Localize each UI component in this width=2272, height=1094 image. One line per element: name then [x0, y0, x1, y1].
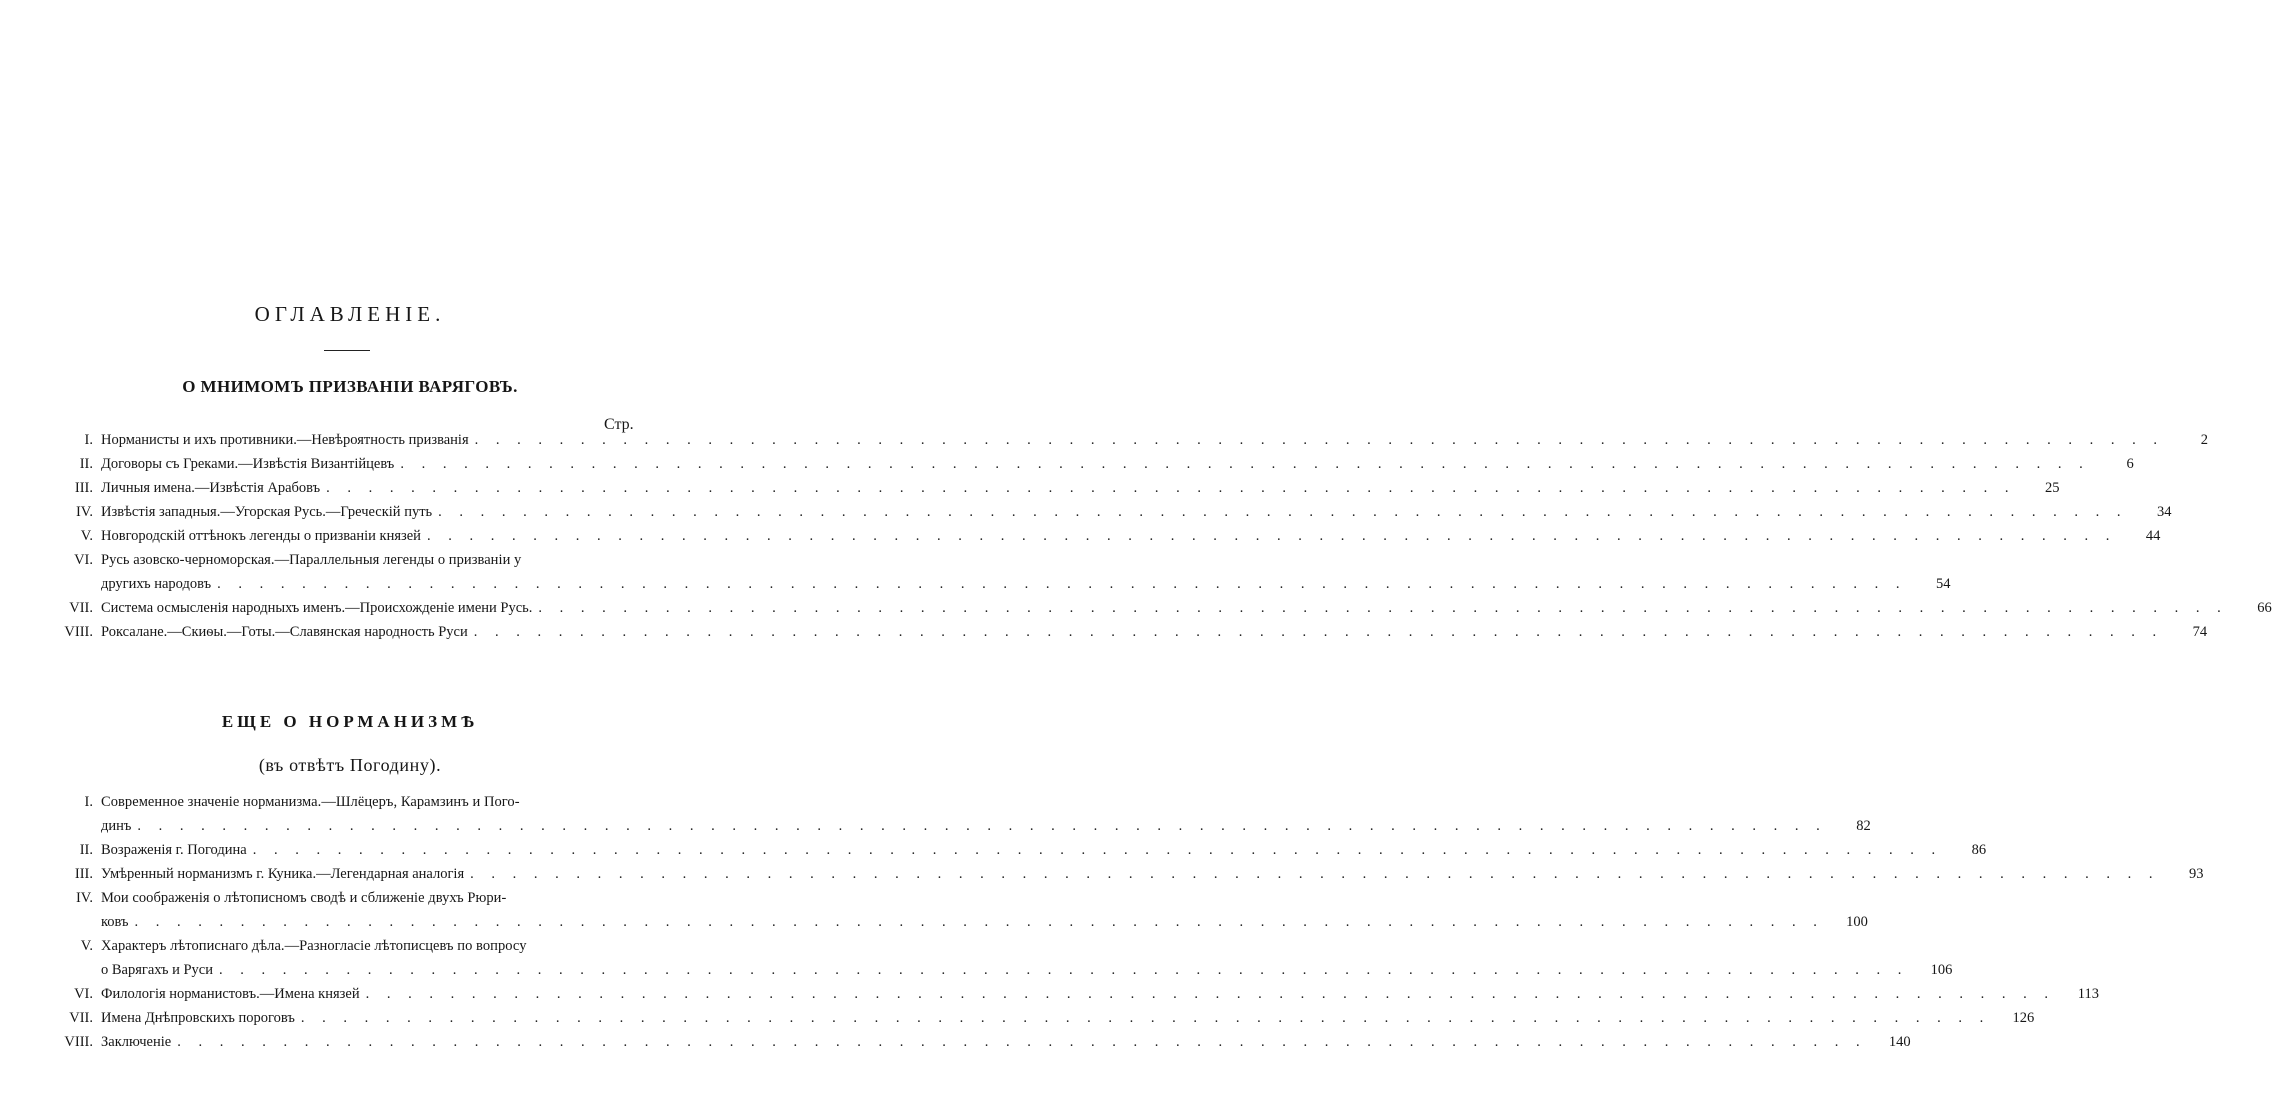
dot-leader: . . . . . . . . . . . . . . . . . . . . . . . . . . . . . . . . . . . . . . . . . . . . . . . . . . . . . . . . . . . . . . . . . . . . . . . . . . . . . . . . [470, 866, 2160, 882]
dot-leader: . . . . . . . . . . . . . . . . . . . . . . . . . . . . . . . . . . . . . . . . . . . . . . . . . . . . . . . . . . . . . . . . . . . . . . . . . . . . . . . . [177, 1034, 1867, 1050]
dot-leader: . . . . . . . . . . . . . . . . . . . . . . . . . . . . . . . . . . . . . . . . . . . . . . . . . . . . . . . . . . . . . . . . . . . . . . . . . . . . . . . . [326, 480, 2016, 496]
toc-entry-line [101, 572, 1951, 596]
title-divider [324, 350, 370, 351]
toc-entry-line [101, 596, 2272, 620]
toc-entry-page: 106 [1930, 962, 1953, 978]
toc-entry-number: III. [74, 480, 93, 496]
dot-leader: . . . . . . . . . . . . . . . . . . . . . . . . . . . . . . . . . . . . . . . . . . . . . . . . . . . . . . . . . . . . . . . . . . . . . . . . . . . . . . . . [473, 624, 2164, 640]
toc-entry-title: о Варягахъ и Руси [101, 962, 213, 978]
toc-entry-line [101, 620, 2208, 644]
toc-entry-title: другихъ народовъ [101, 576, 212, 592]
toc-entry-line [101, 1030, 1911, 1054]
toc-entry-number: I. [84, 432, 93, 448]
toc-entry-title: Новгородскій оттѣнокъ легенды о призваніи князей [101, 528, 421, 544]
dot-leader: . . . . . . . . . . . . . . . . . . . . . . . . . . . . . . . . . . . . . . . . . . . . . . . . . . . . . . . . . . . . . . . . . . . . . . . . . . . . . . . . [252, 842, 1943, 858]
toc-entry-title: Русь азовско-черноморская.—Параллельныя легенды о призваніи у [101, 552, 522, 568]
toc-entry-line [101, 548, 639, 572]
toc-entry-number: IV. [75, 504, 93, 520]
toc-entry-line [101, 982, 2099, 1006]
toc-entry-body [101, 982, 2099, 1006]
toc-entry-number: VII. [69, 600, 93, 616]
toc-entry-page: 74 [2192, 624, 2208, 640]
toc-entry-number: I. [84, 794, 93, 810]
toc-entry-page: 34 [2157, 504, 2172, 520]
dot-leader: . . . . . . . . . . . . . . . . . . . . . . . . . . . . . . . . . . . . . . . . . . . . . . . . . . . . . . . . . . . . . . . . . . . . . . . . . . . . . . . . [474, 432, 2165, 448]
dot-leader: . . . . . . . . . . . . . . . . . . . . . . . . . . . . . . . . . . . . . . . . . . . . . . . . . . . . . . . . . . . . . . . . . . . . . . . . . . . . . . . . [134, 914, 1824, 930]
toc-entry-page: 66 [2257, 600, 2272, 616]
toc-entry-line [101, 790, 639, 814]
toc-entry-number: VI. [74, 986, 93, 1002]
toc-entry-body [101, 620, 2208, 644]
toc-entry-body [101, 790, 1871, 838]
toc-entry-title: ковъ [101, 914, 129, 930]
toc-entry-number: V. [80, 528, 93, 544]
toc-entry-number: VII. [69, 1010, 93, 1026]
toc-entry-page: 2 [2200, 432, 2209, 448]
toc-entry-page: 6 [2126, 456, 2134, 472]
toc-entry-page: 100 [1846, 914, 1868, 930]
toc-entry-title: Возраженія г. Погодина [101, 842, 247, 858]
toc-entry-page: 140 [1888, 1034, 1911, 1050]
section-2-heading: ЕЩЕ О НОРМАНИЗМѢ [221, 712, 479, 731]
toc-entry-line [101, 958, 1953, 982]
toc-entry-title: Филологія норманистовъ.—Имена князей [101, 986, 360, 1002]
toc-entry-body [101, 838, 1987, 862]
dot-leader: . . . . . . . . . . . . . . . . . . . . . . . . . . . . . . . . . . . . . . . . . . . . . . . . . . . . . . . . . . . . . . . . . . . . . . . . . . . . . . . . [137, 818, 1827, 834]
toc-entry-title: Договоры съ Греками.—Извѣстія Византійцевъ [101, 456, 395, 472]
toc-entry-line [101, 886, 639, 910]
toc-entry-line [101, 814, 1871, 838]
toc-entry-page: 44 [2145, 528, 2161, 544]
toc-entry-number: II. [79, 456, 93, 472]
dot-leader: . . . . . . . . . . . . . . . . . . . . . . . . . . . . . . . . . . . . . . . . . . . . . . . . . . . . . . . . . . . . . . . . . . . . . . . . . . . . . . . . [438, 504, 2128, 520]
section-2-subheading: (въ отвѣтъ Погодину). [258, 755, 442, 775]
toc-entry-line [101, 1006, 2035, 1030]
toc-entry-body [101, 1006, 2035, 1030]
toc-entry-title: Заключеніе [101, 1034, 172, 1050]
toc-entry-body [101, 476, 2060, 500]
toc-entry-line [101, 476, 2060, 500]
toc-entry-body [101, 934, 1953, 982]
toc-entry-page: 25 [2045, 480, 2060, 496]
page-title: ОГЛАВЛЕНІЕ. [254, 302, 446, 326]
toc-entry-page: 86 [1971, 842, 1987, 858]
toc-entry-title: Извѣстія западныя.—Угорская Русь.—Греческій путь [101, 504, 433, 520]
toc-entry-body [101, 886, 1868, 934]
toc-entry-title: Умѣренный норманизмъ г. Куника.—Легендарная аналогія [101, 866, 465, 882]
toc-entry-line [101, 910, 1868, 934]
toc-entry-page: 93 [2189, 866, 2204, 882]
toc-entry-number: VIII. [64, 1034, 93, 1050]
toc-entry-title: Мои соображенія о лѣтописномъ сводѣ и сближеніе двухъ Рюри- [101, 890, 507, 906]
toc-entry-page: 126 [2012, 1010, 2035, 1026]
section-1-heading: О МНИМОМЪ ПРИЗВАНІИ ВАРЯГОВЪ. [182, 377, 518, 396]
toc-entry-title: динъ [101, 818, 132, 834]
toc-entry-body [101, 1030, 1911, 1054]
page-column-label: Стр. [604, 416, 634, 433]
toc-entry-number: III. [74, 866, 93, 882]
toc-entry-title: Характеръ лѣтописнаго дѣла.—Разногласіе лѣтописцевъ по вопросу [101, 938, 527, 954]
toc-entry-line [101, 838, 1987, 862]
toc-entry-body [101, 452, 2134, 476]
toc-entry-number: VIII. [64, 624, 93, 640]
toc-entry-number: VI. [74, 552, 93, 568]
toc-entry-page: 82 [1856, 818, 1871, 834]
toc-entry-title: Имена Днѣпровскихъ пороговъ [101, 1010, 295, 1026]
toc-entry-body [101, 500, 2172, 524]
dot-leader: . . . . . . . . . . . . . . . . . . . . . . . . . . . . . . . . . . . . . . . . . . . . . . . . . . . . . . . . . . . . . . . . . . . . . . . . . . . . . . . . [365, 986, 2055, 1002]
toc-entry-number: V. [80, 938, 93, 954]
toc-entry-body [101, 428, 2209, 452]
toc-entry-body [101, 862, 2204, 886]
toc-entry-title: Современное значеніе норманизма.—Шлёцеръ, Карамзинъ и Пого- [101, 794, 520, 810]
dot-leader: . . . . . . . . . . . . . . . . . . . . . . . . . . . . . . . . . . . . . . . . . . . . . . . . . . . . . . . . . . . . . . . . . . . . . . . . . . . . . . . . [217, 576, 1907, 592]
toc-entry-line [101, 452, 2134, 476]
toc-entry-line [101, 934, 639, 958]
toc-entry-title: Роксалане.—Скиѳы.—Готы.—Славянская народность Руси [101, 624, 468, 640]
toc-entry-line [101, 524, 2161, 548]
toc-entry-body [101, 596, 2272, 620]
toc-entry-body [101, 548, 1951, 596]
toc-entry-page: 54 [1935, 576, 1951, 592]
dot-leader: . . . . . . . . . . . . . . . . . . . . . . . . . . . . . . . . . . . . . . . . . . . . . . . . . . . . . . . . . . . . . . . . . . . . . . . . . . . . . . . . [219, 962, 1909, 978]
toc-entry-title: Норманисты и ихъ противники.—Невѣроятность призванія [101, 432, 469, 448]
toc-entry-title: Система осмысленія народныхъ именъ.—Происхожденіе имени Русь. [101, 600, 533, 616]
dot-leader: . . . . . . . . . . . . . . . . . . . . . . . . . . . . . . . . . . . . . . . . . . . . . . . . . . . . . . . . . . . . . . . . . . . . . . . . . . . . . . . . [400, 456, 2090, 472]
dot-leader: . . . . . . . . . . . . . . . . . . . . . . . . . . . . . . . . . . . . . . . . . . . . . . . . . . . . . . . . . . . . . . . . . . . . . . . . . . . . . . . . [538, 600, 2228, 616]
toc-entry-title: Личныя имена.—Извѣстія Арабовъ [101, 480, 321, 496]
toc-entry-page: 113 [2077, 986, 2099, 1002]
toc-entry-line [101, 500, 2172, 524]
toc-entry-number: IV. [75, 890, 93, 906]
toc-entry-line [101, 428, 2209, 452]
toc-entry-body [101, 524, 2161, 548]
dot-leader: . . . . . . . . . . . . . . . . . . . . . . . . . . . . . . . . . . . . . . . . . . . . . . . . . . . . . . . . . . . . . . . . . . . . . . . . . . . . . . . . [426, 528, 2117, 544]
toc-entry-line [101, 862, 2204, 886]
dot-leader: . . . . . . . . . . . . . . . . . . . . . . . . . . . . . . . . . . . . . . . . . . . . . . . . . . . . . . . . . . . . . . . . . . . . . . . . . . . . . . . . [300, 1010, 1991, 1026]
toc-entry-number: II. [79, 842, 93, 858]
